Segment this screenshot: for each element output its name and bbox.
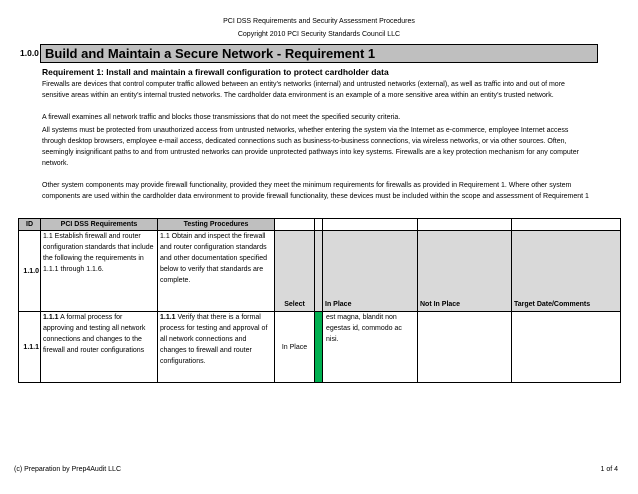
select-column-header: Select	[275, 231, 315, 312]
header-blank-not-in-place	[418, 219, 512, 231]
requirement-title-bar	[40, 44, 598, 63]
intro-paragraph-firewalls: Firewalls are devices that control computer traffic allowed between an entity’s networks (internal) and untrusted networks (external), as well as traffic into and out of more sensitive areas within an entity’s internal trusted networks. The cardholder data environment is an example of a more sensitive area within an entity’s trusted network.	[42, 81, 565, 99]
header-blank-status	[315, 219, 323, 231]
table-row	[19, 312, 621, 383]
row-procedure	[158, 312, 275, 383]
target-date-comment-field[interactable]	[512, 312, 621, 383]
target-date-column-header: Target Date/Comments	[512, 231, 621, 312]
requirements-table	[18, 218, 621, 383]
requirement-ref: 1.1.1	[43, 314, 59, 321]
header-requirements: PCI DSS Requirements	[41, 219, 158, 231]
table-row	[19, 231, 621, 312]
select-dropdown[interactable]: In Place	[275, 312, 315, 383]
row-requirement	[41, 312, 158, 383]
status-indicator-header	[315, 231, 323, 312]
not-in-place-column-header: Not In Place	[418, 231, 512, 312]
header-procedures: Testing Procedures	[158, 219, 275, 231]
table-header-row	[19, 219, 621, 231]
footer-preparer: (c) Preparation by Prep4Audit LLC	[14, 466, 121, 473]
header-id: ID	[19, 219, 41, 231]
requirement-text: A formal process for approving and testing all network connections and changes to the firewall and router configurations	[43, 314, 146, 354]
requirement-title: Build and Maintain a Secure Network - Requirement 1	[45, 46, 376, 61]
document-header-copyright: Copyright 2010 PCI Security Standards Council LLC	[237, 31, 401, 38]
intro-paragraph-traffic: A firewall examines all network traffic and blocks those transmissions that do not meet the specified security criteria.	[42, 114, 401, 121]
header-blank-in-place	[323, 219, 418, 231]
procedure-text: Verify that there is a formal process for testing and approval of all network connections and changes to firewall and router configurations.	[160, 314, 268, 365]
in-place-comment-field[interactable]: est magna, blandit non egestas id, commodo ac nisi.	[323, 312, 418, 383]
row-procedure: 1.1 Obtain and inspect the firewall and router configuration standards and other documentation specified below to verify that standards are complete.	[158, 231, 275, 312]
procedure-ref: 1.1.1	[160, 314, 176, 321]
document-header-title: PCI DSS Requirements and Security Assessment Procedures	[223, 18, 415, 25]
intro-paragraph-components: Other system components may provide firewall functionality, provided they meet the minimum requirements for firewalls as provided in Requirement 1. Where other system components are used within the cardholder data environment to provide firewall functionality, these devices must be included within the scope and assessment of Requirement 1	[42, 182, 589, 200]
not-in-place-comment-field[interactable]	[418, 312, 512, 383]
footer-page-number: 1 of 4	[600, 466, 618, 473]
intro-paragraph-protection: All systems must be protected from unauthorized access from untrusted networks, whether entering the system via the Internet as e-commerce, employee Internet access through desktop browsers, employee e-mail access, dedicated connections such as business-to-business connections, via wireless networks, or via other sources. Often, seemingly insignificant paths to and from untrusted networks can provide unprotected pathways into key systems. Firewalls are a key protection mechanism for any computer network.	[42, 127, 579, 167]
row-requirement: 1.1 Establish firewall and router configuration standards that include the following the requirements in 1.1.1 through 1.1.6.	[41, 231, 158, 312]
header-blank-target	[512, 219, 621, 231]
requirement-subtitle: Requirement 1: Install and maintain a firewall configuration to protect cardholder data	[42, 67, 389, 77]
status-indicator-green	[315, 312, 323, 383]
header-blank-select	[275, 219, 315, 231]
requirement-id: 1.0.0	[20, 48, 39, 58]
in-place-column-header: In Place	[323, 231, 418, 312]
row-id: 1.1.0	[19, 231, 41, 312]
row-id: 1.1.1	[19, 312, 41, 383]
